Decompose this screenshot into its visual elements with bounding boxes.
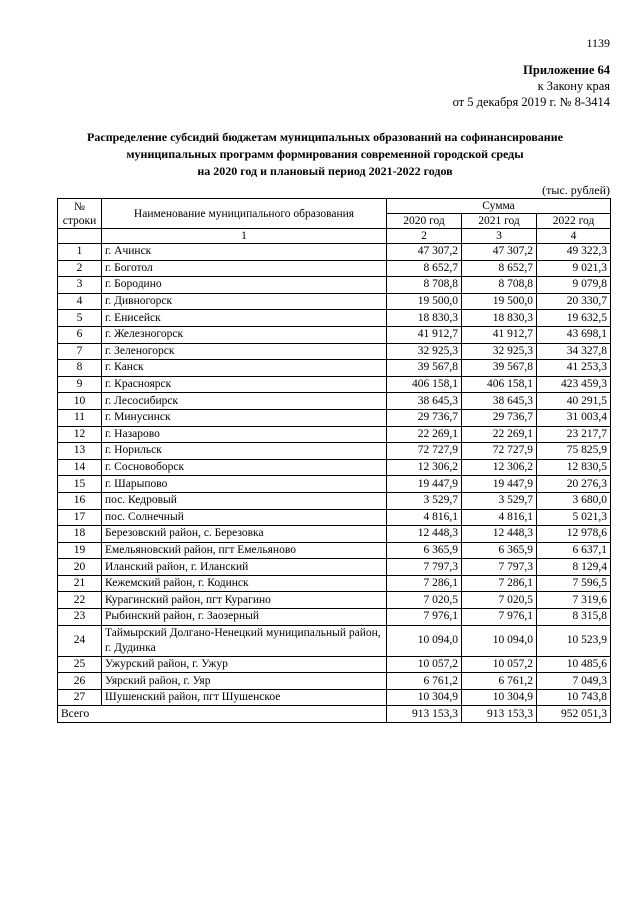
amount-2020: 10 094,0 [387,625,462,656]
amount-2020: 12 306,2 [387,459,462,476]
amount-2022: 20 330,7 [537,293,611,310]
amount-2020: 29 736,7 [387,409,462,426]
amount-2020: 47 307,2 [387,244,462,261]
table-row [58,310,611,327]
header-num-line1: № [74,200,85,213]
amount-2021: 8 708,8 [462,277,537,294]
amount-2020: 6 365,9 [387,542,462,559]
row-number: 23 [58,609,102,626]
amount-2020: 7 020,5 [387,592,462,609]
table-body [58,244,611,706]
amount-2021: 72 727,9 [462,443,537,460]
title-line: на 2020 год и плановый период 2021-2022 годов [197,164,453,178]
table-row [58,476,611,493]
amount-2021: 3 529,7 [462,492,537,509]
column-number: 1 [102,229,387,244]
amount-2020: 19 500,0 [387,293,462,310]
municipality-name: г. Лесосибирск [102,393,387,410]
amount-2020: 8 708,8 [387,277,462,294]
header-num-line2: строки [62,214,97,227]
amount-2022: 9 021,3 [537,260,611,277]
column-numbers-row [58,229,611,244]
amount-2021: 7 976,1 [462,609,537,626]
total-label: Всего [58,706,387,723]
amount-2021: 6 365,9 [462,542,537,559]
amount-2021: 32 925,3 [462,343,537,360]
municipality-name: г. Бородино [102,277,387,294]
appendix-law-date: от 5 декабря 2019 г. № 8-3414 [452,95,610,109]
municipality-name: пос. Солнечный [102,509,387,526]
amount-2020: 6 761,2 [387,673,462,690]
column-number: 4 [537,229,611,244]
row-number: 19 [58,542,102,559]
units-label: (тыс. рублей) [542,183,610,197]
header-year-2022: 2022 год [537,214,611,229]
header-sum: Сумма [387,199,611,214]
amount-2022: 49 322,3 [537,244,611,261]
title-line: муниципальных программ формирования современной городской среды [126,147,524,161]
table-row [58,393,611,410]
municipality-name: г. Зеленогорск [102,343,387,360]
total-2021: 913 153,3 [462,706,537,723]
amount-2020: 72 727,9 [387,443,462,460]
amount-2020: 32 925,3 [387,343,462,360]
header-year-2020: 2020 год [387,214,462,229]
amount-2021: 47 307,2 [462,244,537,261]
amount-2022: 7 596,5 [537,575,611,592]
row-number: 12 [58,426,102,443]
amount-2022: 31 003,4 [537,409,611,426]
amount-2021: 19 500,0 [462,293,537,310]
amount-2021: 12 448,3 [462,526,537,543]
amount-2021: 4 816,1 [462,509,537,526]
municipality-name: Ужурский район, г. Ужур [102,656,387,673]
appendix-law-ref: к Закону края [537,79,610,93]
row-number: 1 [58,244,102,261]
row-number: 20 [58,559,102,576]
amount-2020: 10 057,2 [387,656,462,673]
municipality-name: г. Норильск [102,443,387,460]
row-number: 26 [58,673,102,690]
table-row [58,526,611,543]
table-row [58,277,611,294]
appendix-title: Приложение 64 [523,63,610,77]
municipality-name: г. Красноярск [102,376,387,393]
amount-2020: 22 269,1 [387,426,462,443]
table-row [58,625,611,656]
amount-2022: 3 680,0 [537,492,611,509]
amount-2020: 41 912,7 [387,326,462,343]
table-row [58,575,611,592]
amount-2021: 39 567,8 [462,360,537,377]
municipality-name: Иланский район, г. Иланский [102,559,387,576]
document-title [40,129,610,180]
table-row [58,244,611,261]
amount-2022: 12 978,6 [537,526,611,543]
table-row [58,492,611,509]
amount-2022: 43 698,1 [537,326,611,343]
amount-2022: 10 485,6 [537,656,611,673]
row-number: 3 [58,277,102,294]
amount-2022: 423 459,3 [537,376,611,393]
header-row-number [58,199,102,229]
row-number: 15 [58,476,102,493]
amount-2020: 18 830,3 [387,310,462,327]
municipality-name: Рыбинский район, г. Заозерный [102,609,387,626]
table-row [58,542,611,559]
table-row [58,443,611,460]
page-number: 1139 [586,36,610,50]
municipality-name: пос. Кедровый [102,492,387,509]
amount-2020: 19 447,9 [387,476,462,493]
table-header-row [58,199,611,214]
amount-2022: 41 253,3 [537,360,611,377]
amount-2021: 41 912,7 [462,326,537,343]
amount-2022: 8 315,8 [537,609,611,626]
total-row [58,706,611,723]
table-row [58,592,611,609]
amount-2021: 7 020,5 [462,592,537,609]
table-row [58,509,611,526]
amount-2022: 23 217,7 [537,426,611,443]
row-number: 4 [58,293,102,310]
row-number: 7 [58,343,102,360]
municipality-name: Уярский район, г. Уяр [102,673,387,690]
amount-2021: 6 761,2 [462,673,537,690]
row-number: 10 [58,393,102,410]
header-municipality-name: Наименование муниципального образования [102,199,387,229]
amount-2020: 7 286,1 [387,575,462,592]
row-number: 2 [58,260,102,277]
total-2022: 952 051,3 [537,706,611,723]
amount-2022: 75 825,9 [537,443,611,460]
amount-2022: 10 523,9 [537,625,611,656]
table-row [58,409,611,426]
row-number: 16 [58,492,102,509]
row-number: 24 [58,625,102,656]
amount-2022: 20 276,3 [537,476,611,493]
municipality-name: г. Минусинск [102,409,387,426]
amount-2020: 4 816,1 [387,509,462,526]
table-row [58,559,611,576]
municipality-name: Кежемский район, г. Кодинск [102,575,387,592]
amount-2020: 7 797,3 [387,559,462,576]
row-number: 25 [58,656,102,673]
amount-2021: 406 158,1 [462,376,537,393]
municipality-name: г. Шарыпово [102,476,387,493]
amount-2021: 10 094,0 [462,625,537,656]
table-row [58,326,611,343]
amount-2022: 9 079,8 [537,277,611,294]
amount-2020: 3 529,7 [387,492,462,509]
amount-2021: 10 304,9 [462,689,537,706]
row-number: 11 [58,409,102,426]
municipality-name: г. Дивногорск [102,293,387,310]
column-number: 2 [387,229,462,244]
total-2020: 913 153,3 [387,706,462,723]
subsidy-table [57,198,611,723]
municipality-name: г. Назарово [102,426,387,443]
municipality-name: Курагинский район, пгт Курагино [102,592,387,609]
amount-2022: 12 830,5 [537,459,611,476]
amount-2022: 7 049,3 [537,673,611,690]
row-number: 21 [58,575,102,592]
amount-2021: 12 306,2 [462,459,537,476]
row-number: 22 [58,592,102,609]
amount-2022: 8 129,4 [537,559,611,576]
amount-2022: 40 291,5 [537,393,611,410]
municipality-name: Емельяновский район, пгт Емельяново [102,542,387,559]
municipality-name: г. Боготол [102,260,387,277]
table-row [58,260,611,277]
table-row [58,343,611,360]
amount-2020: 38 645,3 [387,393,462,410]
amount-2020: 406 158,1 [387,376,462,393]
municipality-name: г. Канск [102,360,387,377]
amount-2021: 38 645,3 [462,393,537,410]
amount-2022: 7 319,6 [537,592,611,609]
row-number: 27 [58,689,102,706]
row-number: 8 [58,360,102,377]
amount-2020: 7 976,1 [387,609,462,626]
row-number: 17 [58,509,102,526]
municipality-name: г. Железногорск [102,326,387,343]
column-number: 3 [462,229,537,244]
appendix-header [453,62,610,110]
amount-2022: 6 637,1 [537,542,611,559]
amount-2021: 8 652,7 [462,260,537,277]
table-row [58,656,611,673]
amount-2021: 7 286,1 [462,575,537,592]
amount-2022: 34 327,8 [537,343,611,360]
municipality-name: г. Сосновоборск [102,459,387,476]
amount-2021: 10 057,2 [462,656,537,673]
amount-2021: 19 447,9 [462,476,537,493]
amount-2022: 5 021,3 [537,509,611,526]
column-number-empty [58,229,102,244]
municipality-name: г. Ачинск [102,244,387,261]
table-row [58,426,611,443]
row-number: 14 [58,459,102,476]
municipality-name: Шушенский район, пгт Шушенское [102,689,387,706]
table-row [58,673,611,690]
header-year-2021: 2021 год [462,214,537,229]
municipality-name: Таймырский Долгано-Ненецкий муниципальный район, г. Дудинка [102,625,387,656]
amount-2020: 10 304,9 [387,689,462,706]
row-number: 18 [58,526,102,543]
row-number: 6 [58,326,102,343]
row-number: 5 [58,310,102,327]
table-row [58,376,611,393]
municipality-name: г. Енисейск [102,310,387,327]
table-row [58,360,611,377]
amount-2021: 29 736,7 [462,409,537,426]
row-number: 13 [58,443,102,460]
amount-2020: 8 652,7 [387,260,462,277]
amount-2020: 39 567,8 [387,360,462,377]
amount-2021: 18 830,3 [462,310,537,327]
table-row [58,689,611,706]
amount-2021: 7 797,3 [462,559,537,576]
amount-2021: 22 269,1 [462,426,537,443]
amount-2022: 10 743,8 [537,689,611,706]
municipality-name: Березовский район, с. Березовка [102,526,387,543]
amount-2020: 12 448,3 [387,526,462,543]
amount-2022: 19 632,5 [537,310,611,327]
table-row [58,459,611,476]
row-number: 9 [58,376,102,393]
table-row [58,609,611,626]
title-line: Распределение субсидий бюджетам муниципальных образований на софинансирование [87,130,563,144]
table-row [58,293,611,310]
